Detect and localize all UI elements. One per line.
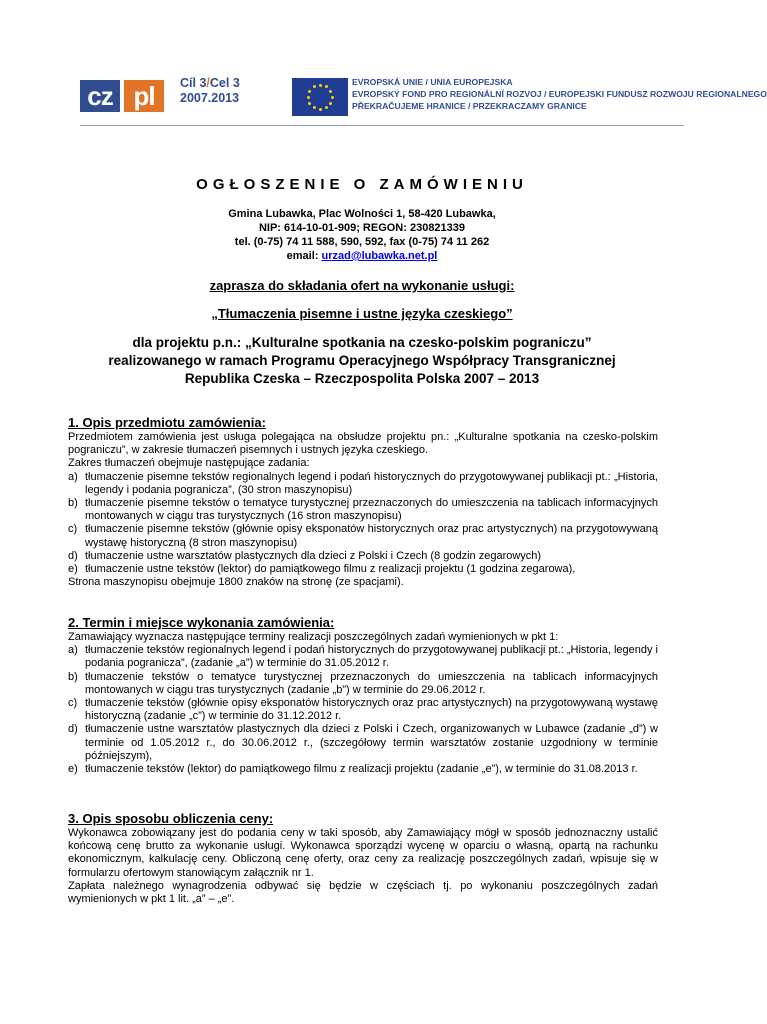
list-item-text: tłumaczenie pisemne tekstów o tematyce turystycznej przeznaczonych do umieszczenia na tablicach informacyjnych montowanych w ciągu tras turystycznych (16 stron maszynopisu): [85, 497, 658, 523]
section-3-heading: 3. Opis sposobu obliczenia ceny:: [68, 811, 274, 826]
page-header: [80, 74, 767, 122]
project-line-3: Republika Czeska – Rzeczpospolita Polska 2007 – 2013: [184, 371, 540, 386]
program-label: [180, 76, 250, 106]
section-2-heading: 2. Termin i miejsce wykonania zamówienia:: [68, 615, 335, 630]
list-item-text: tłumaczenie ustne warsztatów plastycznych dla dzieci z Polski i Czech (8 godzin zegarowych): [85, 549, 542, 562]
eu-line-1: EVROPSKÁ UNIE / UNIA EUROPEJSKA: [352, 77, 513, 87]
list-item-marker: b): [68, 670, 78, 683]
section-1-scope: Zakres tłumaczeń obejmuje następujące zadania:: [68, 457, 310, 470]
section-1-heading: 1. Opis przedmiotu zamówienia:: [68, 415, 266, 430]
list-item-marker: b): [68, 497, 78, 510]
section-3-paragraph-2: Zapłata należnego wynagrodzenia odbywać się będzie w częściach tj. po wykonaniu poszczególnych zadań wymienionych w pkt 1 lit. „a” – „e”.: [68, 879, 658, 906]
contact-line-2: NIP: 614-10-01-909; REGON: 230821339: [258, 222, 466, 234]
list-item-text: tłumaczenie ustne warsztatów plastycznych dla dzieci z Polski i Czech, organizowanych w Lubawce (zadanie „d”) w terminie od 1.05.2012 r., do 30.06.2012 r., (szczegółowy termin warsztatów zostanie uzgodniony w terminie późniejszym),: [85, 723, 658, 762]
section-2: [68, 615, 658, 776]
list-item-text: tłumaczenie tekstów regionalnych legend i podań historycznych do przygotowywanej publikacji pt.: „Historia, legendy i podania pogranicza”, (zadanie „a”) w terminie do 31.05.2012 r.: [85, 644, 658, 670]
section-2-intro: Zamawiający wyznacza następujące terminy realizacji poszczególnych zadań wymienionych w pkt 1:: [68, 631, 559, 643]
list-item: [68, 644, 658, 670]
list-item-text: tłumaczenie tekstów o tematyce turystycznej przeznaczonych do umieszczenia na tablicach informacyjnych montowanych w ciągu tras turystycznych (zadanie „b”) w terminie do 29.06.2012 r.: [85, 670, 658, 696]
page-title: OGŁOSZENIE O ZAMÓWIENIU: [196, 176, 528, 193]
list-item-marker: d): [68, 723, 78, 736]
eu-star-icon: [313, 85, 316, 88]
czpl-logo: [80, 78, 164, 114]
section-3: [68, 811, 658, 906]
list-item: [68, 563, 658, 576]
eu-star-icon: [308, 90, 311, 93]
eu-star-icon: [308, 102, 311, 105]
list-item: [68, 763, 658, 776]
eu-text: [352, 76, 767, 112]
eu-star-icon: [325, 85, 328, 88]
eu-star-icon: [307, 96, 310, 99]
list-item-marker: e): [68, 763, 78, 776]
list-item-marker: e): [68, 563, 78, 576]
email-label: email:: [286, 250, 322, 262]
list-item-text: tłumaczenie pisemne tekstów (głównie opisy eksponatów historycznych oraz prac artystycznych) na przygotowywaną wystawę historyczną (8 stron maszynopisu): [85, 523, 658, 549]
list-item: [68, 497, 658, 523]
list-item: [68, 523, 658, 549]
list-item: [68, 671, 658, 697]
contact-email-line: [0, 249, 724, 263]
eu-star-icon: [329, 90, 332, 93]
section-1: [68, 415, 658, 589]
service-title: „Tłumaczenia pisemne i ustne języka czeskiego”: [211, 306, 513, 321]
list-item-marker: c): [68, 697, 78, 710]
list-item-text: tłumaczenie tekstów (głównie opisy eksponatów historycznych oraz prac artystycznych) na przygotowywaną wystawę historyczną (zadanie „c”) w terminie do 31.12.2012 r.: [85, 697, 658, 723]
contact-line-1: Gmina Lubawka, Plac Wolności 1, 58-420 Lubawka,: [228, 208, 496, 220]
eu-line-2: EVROPSKÝ FOND PRO REGIONÁLNÍ ROZVOJ / EUROPEJSKI FUNDUSZ ROZWOJU REGIONALNEGO: [352, 89, 767, 99]
project-line-2: realizowanego w ramach Programu Operacyjnego Współpracy Transgranicznej: [108, 353, 616, 368]
section-2-list: [68, 644, 658, 776]
list-item-text: tłumaczenie ustne tekstów (lektor) do pamiątkowego filmu z realizacji projektu (1 godzina zegarowa),: [85, 563, 576, 576]
section-3-paragraph-1: Wykonawca zobowiązany jest do podania ceny w taki sposób, aby Zamawiający mógł w sposób jednoznaczny ustalić końcową cenę brutto za wykonanie usługi. Wykonawca sporządzi wycenę w oparciu o własną, opartą na rachunku ekonomicznym, kalkulację ceny. Obliczoną cenę oferty, oraz ceny za realizację poszczególnych zadań, wpisuje się w formularzu ofertowym stanowiącym załącznik nr 1.: [68, 827, 658, 879]
list-item-marker: d): [68, 549, 78, 562]
section-1-intro: Przedmiotem zamówienia jest usługa polegająca na obsłudze projektu pn.: „Kulturalne spotkania na czesko-polskim pograniczu”, w zakresie tłumaczeń pisemnych i ustnych języka czeskiego.: [68, 431, 658, 457]
logo-cz: cz: [80, 80, 120, 112]
email-link[interactable]: urzad@lubawka.net.pl: [321, 250, 438, 262]
list-item: [68, 697, 658, 723]
list-item-marker: a): [68, 644, 78, 657]
section-1-note: Strona maszynopisu obejmuje 1800 znaków na stronę (ze spacjami).: [68, 576, 404, 589]
cil-label: Cíl 3: [180, 76, 207, 90]
list-item: [68, 550, 658, 563]
eu-star-icon: [319, 84, 322, 87]
header-divider: [80, 125, 684, 126]
eu-flag: [292, 78, 348, 116]
eu-star-icon: [313, 106, 316, 109]
list-item-marker: a): [68, 470, 78, 483]
list-item-text: tłumaczenie tekstów (lektor) do pamiątkowego filmu z realizacji projektu (zadanie „e”), w terminie do 31.08.2013 r.: [85, 763, 638, 776]
cil-slash: /: [206, 76, 210, 90]
project-line-1: dla projektu p.n.: „Kulturalne spotkania na czesko-polskim pograniczu”: [132, 335, 592, 350]
invite-heading: zaprasza do składania ofert na wykonanie usługi:: [209, 278, 515, 293]
eu-star-icon: [331, 96, 334, 99]
list-item-text: tłumaczenie pisemne tekstów regionalnych legend i podań historycznych do przygotowywanej publikacji pt.: „Historia, legendy i podania pogranicza”, (30 stron maszynopisu): [85, 470, 658, 496]
list-item-marker: c): [68, 523, 78, 536]
eu-star-icon: [329, 102, 332, 105]
section-1-list: [68, 471, 658, 577]
cel-label: Cel 3: [209, 76, 240, 90]
eu-star-icon: [319, 108, 322, 111]
eu-line-3: PŘEKRAČUJEME HRANICE / PRZEKRACZAMY GRANICE: [352, 101, 587, 111]
list-item: [68, 471, 658, 497]
list-item: [68, 723, 658, 763]
program-years: 2007.2013: [180, 91, 240, 105]
logo-pl: pl: [124, 80, 164, 112]
eu-star-icon: [325, 106, 328, 109]
contact-line-3: tel. (0-75) 74 11 588, 590, 592, fax (0-75) 74 11 262: [234, 236, 490, 248]
